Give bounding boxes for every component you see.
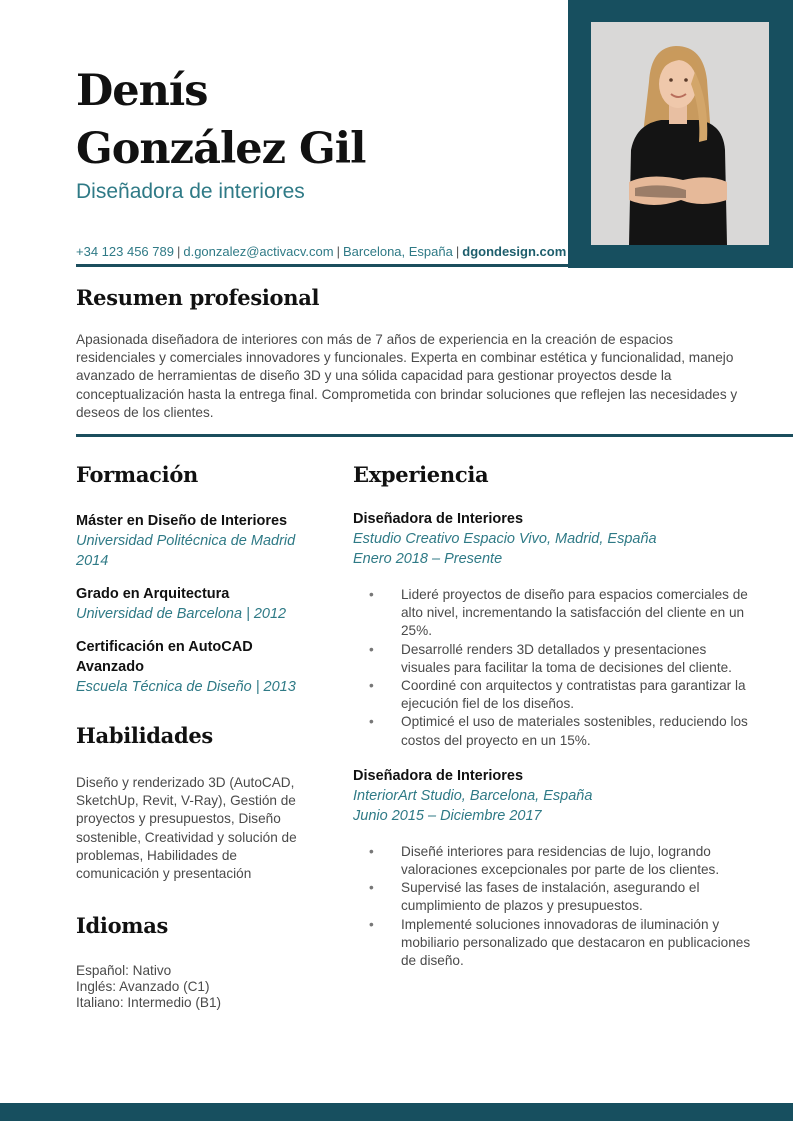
language-item: Español: Nativo: [76, 963, 172, 979]
photo-frame: [568, 0, 793, 268]
job-bullet: • Supervisé las fases de instalación, asegurando el cumplimiento de plazos y presupuestos.: [401, 879, 753, 915]
job-title: Diseñadora de interiores: [76, 180, 305, 203]
job-bullet: • Coordiné con arquitectos y contratistas para garantizar la ejecución fiel de los diseños.: [401, 677, 753, 713]
job-bullets: [353, 843, 753, 970]
language-item: Inglés: Avanzado (C1): [76, 979, 210, 995]
job-entry-title: Diseñadora de Interiores: [353, 511, 524, 527]
contact-separator: |: [336, 244, 340, 259]
job-entry-dates: Junio 2015 – Diciembre 2017: [353, 807, 542, 824]
education-item: [76, 584, 321, 624]
footer-bar: [0, 1103, 793, 1121]
contact-line: [76, 244, 566, 259]
profile-photo: [591, 22, 769, 245]
contact-website[interactable]: dgondesign.com: [462, 244, 567, 259]
job-bullets: [353, 586, 753, 750]
job-bullet: • Optimicé el uso de materiales sostenibles, reduciendo los costos del proyecto en un 15%.: [401, 713, 753, 749]
education-item: [76, 511, 321, 571]
name-last: González Gil: [76, 124, 366, 174]
job-bullet: • Implementé soluciones innovadoras de iluminación y mobiliario personalizado que destacaron en publicaciones de diseño.: [401, 916, 753, 971]
name-first: Denís: [76, 66, 208, 116]
education-degree: Máster en Diseño de Interiores: [76, 513, 288, 529]
education-institution: Escuela Técnica de Diseño | 2013: [76, 679, 296, 695]
skills-text: Diseño y renderizado 3D (AutoCAD, SketchUp, Revit, V-Ray), Gestión de proyectos y presupuestos, Diseño sostenible, Creatividad y solución de problemas, Habilidades de comunicación y presentación: [76, 775, 297, 882]
language-item: Italiano: Intermedio (B1): [76, 995, 222, 1011]
languages-list: [76, 963, 321, 1011]
profile-photo-illustration: [591, 22, 769, 245]
summary-text: Apasionada diseñadora de interiores con más de 7 años de experiencia en la creación de espacios residenciales y comerciales innovadores y funcionales. Experta en combinar estética y funcionalidad, manejo avanzado de herramientas de diseño 3D y una sólida capacidad para gestionar proyectos desde la conceptualización hasta la entrega final. Comprometida con brindar soluciones que reflejen las necesidades y deseos de los clientes.: [76, 332, 738, 420]
contact-phone[interactable]: +34 123 456 789: [76, 244, 174, 259]
job-bullet: • Diseñé interiores para residencias de lujo, logrando valoraciones excepcionales por parte de los clientes.: [401, 843, 753, 879]
job-entry: [353, 509, 753, 750]
contact-separator: |: [455, 244, 460, 259]
education-degree: Certificación en AutoCAD Avanzado: [76, 639, 253, 675]
job-entry-title: Diseñadora de Interiores: [353, 767, 524, 784]
education-institution: Universidad de Barcelona | 2012: [76, 606, 287, 622]
right-column: [353, 462, 753, 970]
job-entry: [353, 766, 753, 970]
left-column: [76, 462, 321, 1011]
job-entry-company: Estudio Creativo Espacio Vivo, Madrid, España: [353, 531, 657, 547]
job-entry-company: InteriorArt Studio, Barcelona, España: [353, 787, 593, 804]
job-entry-dates: Enero 2018 – Presente: [353, 551, 503, 567]
job-bullet: • Desarrollé renders 3D detallados y presentaciones visuales para facilitar la toma de decisiones del cliente.: [401, 641, 753, 677]
contact-separator: |: [176, 244, 181, 259]
contact-divider: [76, 264, 568, 267]
education-heading: Formación: [76, 462, 198, 487]
section-divider: [76, 434, 793, 437]
experience-heading: Experiencia: [353, 462, 489, 487]
languages-heading: Idiomas: [76, 913, 169, 939]
job-bullet: • Lideré proyectos de diseño para espacios comerciales de alto nivel, incrementando la satisfacción del cliente en un 25%.: [401, 586, 753, 641]
summary-heading: Resumen profesional: [76, 285, 320, 310]
education-item: [76, 637, 321, 697]
skills-heading: Habilidades: [76, 723, 213, 748]
contact-email[interactable]: d.gonzalez@activacv.com: [183, 244, 334, 259]
contact-location: Barcelona, España: [343, 244, 453, 259]
education-institution: Universidad Politécnica de Madrid 2014: [76, 533, 296, 569]
education-degree: Grado en Arquitectura: [76, 586, 230, 602]
